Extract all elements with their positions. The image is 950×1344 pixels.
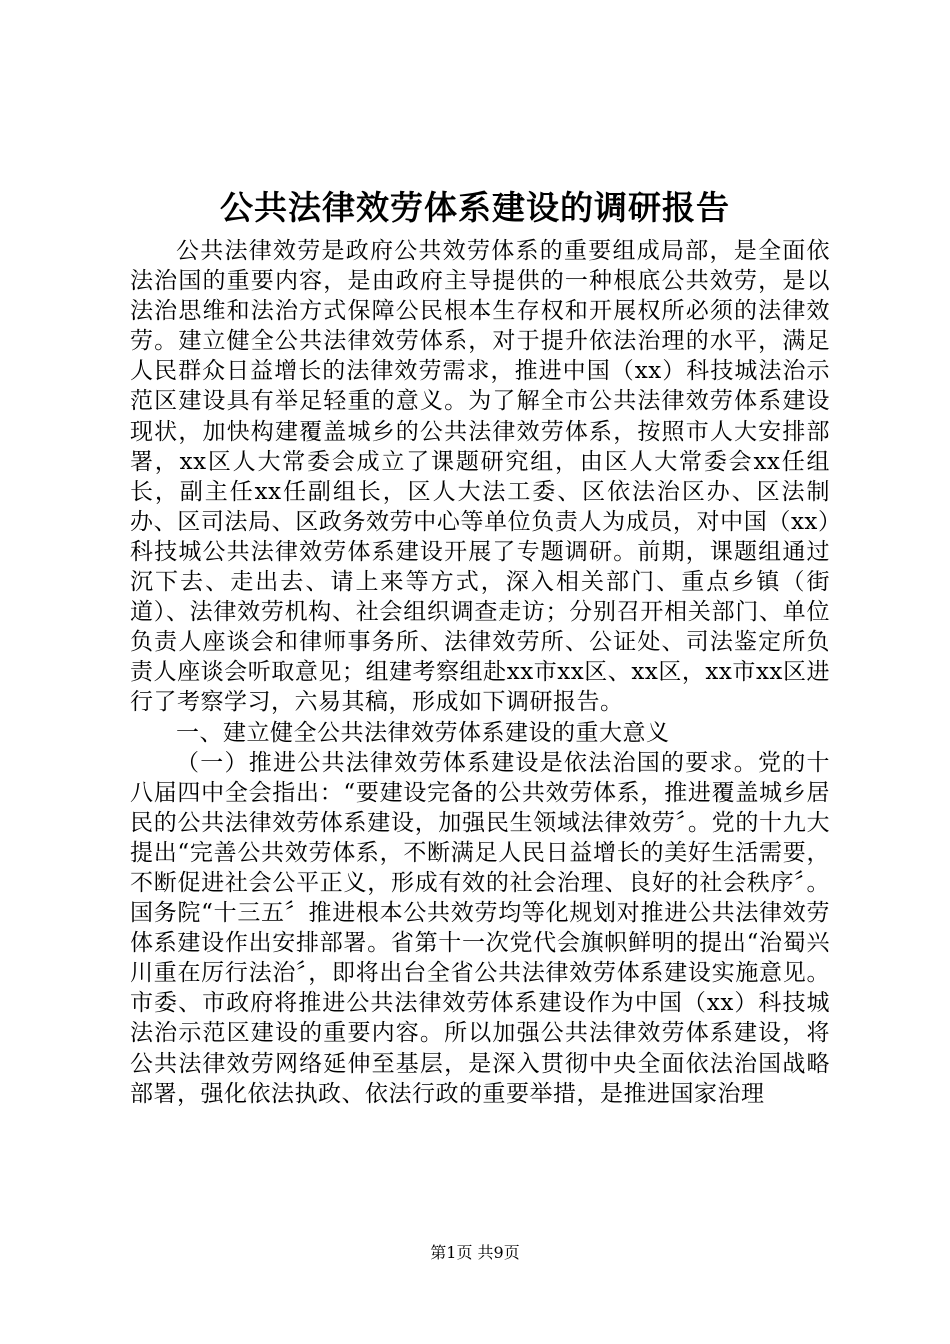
document-title: 公共法律效劳体系建设的调研报告: [220, 188, 730, 227]
subsection-paragraph: （一）推进公共法律效劳体系建设是依法治国的要求。党的十八届四中全会指出：“要建设完备的公共效劳体系，推进覆盖城乡居民的公共法律效劳体系建设，加强民生领域法律效劳〞。党的十九大提出“完善公共效劳体系，不断满足人民日益增长的美好生活需要，不断促进社会公平正义，形成有效的社会治理、良好的社会秩序〞。国务院“十三五〞推进根本公共效劳均等化规划对推进公共法律效劳体系建设作出安排部署。省第十一次党代会旗帜鲜明的提出“治蜀兴川重在厉行法治〞，即将出台全省公共法律效劳体系建设实施意见。市委、市政府将推进公共法律效劳体系建设作为中国（xx）科技城法治示范区建设的重要内容。所以加强公共法律效劳体系建设，将公共法律效劳网络延伸至基层，是深入贯彻中央全面依法治国战略部署，强化依法执政、依法行政的重要举措，是推进国家治理: [130, 749, 830, 1107]
section-heading: 一、建立健全公共法律效劳体系建设的重大意义: [176, 719, 670, 746]
intro-paragraph: 公共法律效劳是政府公共效劳体系的重要组成局部，是全面依法治国的重要内容，是由政府主导提供的一种根底公共效劳，是以法治思维和法治方式保障公民根本生存权和开展权所必须的法律效劳。建立健全公共法律效劳体系，对于提升依法治理的水平，满足人民群众日益增长的法律效劳需求，推进中国（xx）科技城法治示范区建设具有举足轻重的意义。为了解全市公共法律效劳体系建设现状，加快构建覆盖城乡的公共法律效劳体系，按照市人大安排部署，xx区人大常委会成立了课题研究组，由区人大常委会xx任组长，副主任xx任副组长，区人大法工委、区依法治区办、区法制办、区司法局、区政务效劳中心等单位负责人为成员，对中国（xx）科技城公共法律效劳体系建设开展了专题调研。前期，课题组通过沉下去、走出去、请上来等方式，深入相关部门、重点乡镇（街道）、法律效劳机构、社会组织调查走访；分别召开相关部门、单位负责人座谈会和律师事务所、法律效劳所、公证处、司法鉴定所负责人座谈会听取意见；组建考察组赴xx市xx区、xx区，xx市xx区进行了考察学习，六易其稿，形成如下调研报告。: [130, 238, 830, 716]
document-body: [130, 236, 830, 1109]
page-number: 第1页 共9页: [430, 1243, 520, 1262]
